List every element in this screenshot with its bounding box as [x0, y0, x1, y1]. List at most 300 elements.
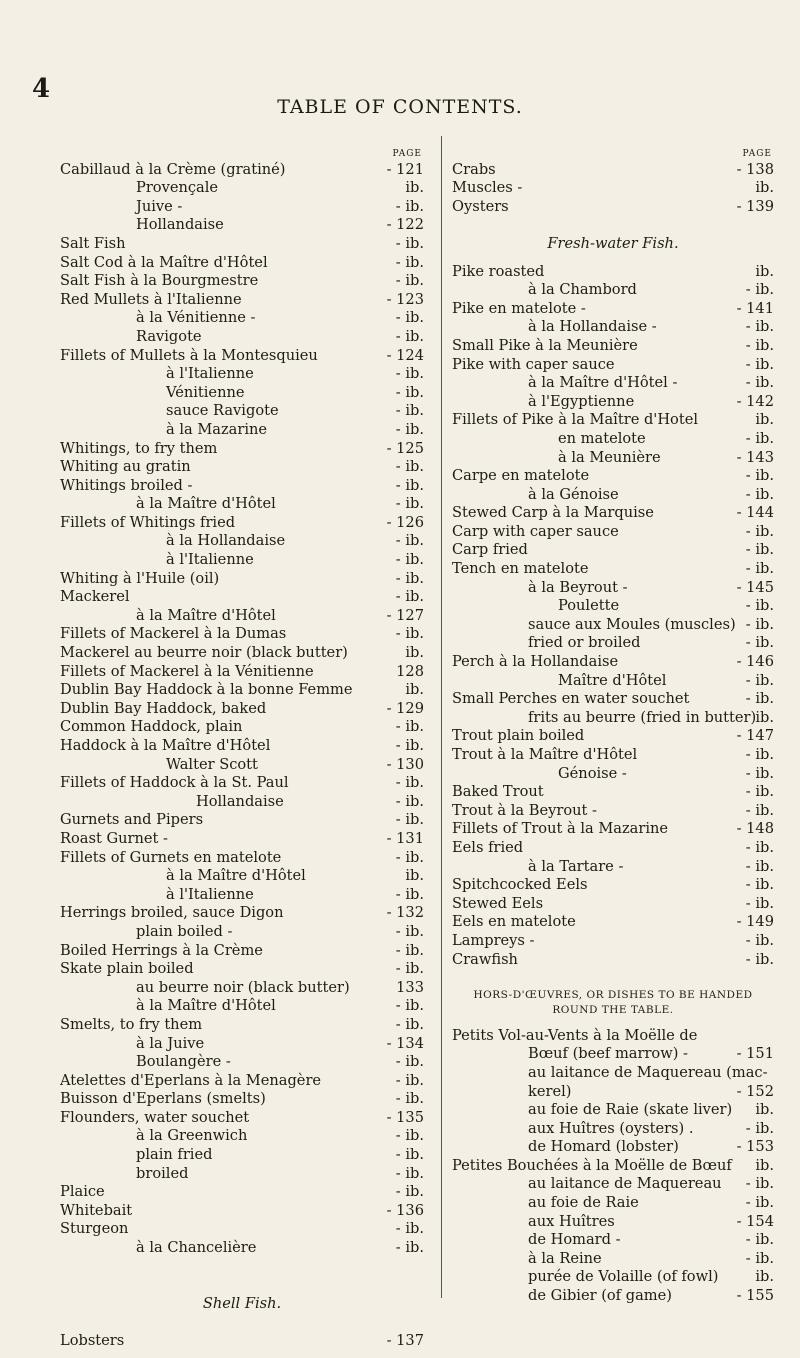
entry-title: à l'Italienne [166, 885, 254, 903]
entry-title: Oysters [452, 197, 509, 215]
toc-entry [452, 579, 774, 598]
entry-page: ib. [755, 1268, 774, 1286]
entry-page: - ib. [395, 197, 424, 215]
entry-title: Eels fried [452, 838, 524, 856]
entry-page: - ib. [745, 1249, 774, 1267]
entry-title: à la Hollandaise - [528, 318, 657, 336]
entry-page: - 122 [386, 216, 424, 234]
toc-entry [452, 1120, 774, 1139]
entry-page: ib. [755, 1156, 774, 1174]
entry-title: Skate plain boiled [60, 960, 194, 978]
toc-entry [452, 430, 774, 449]
right-page-label-row [452, 142, 774, 161]
toc-entry [60, 607, 424, 626]
toc-entry [452, 467, 774, 486]
entry-title: à la Meunière [558, 448, 661, 466]
entry-page: - ib. [745, 281, 774, 299]
toc-entry [452, 161, 774, 180]
toc-entry [60, 179, 424, 198]
toc-entry [452, 1175, 774, 1194]
toc-entry [452, 1027, 774, 1046]
entry-page: - ib. [395, 625, 424, 643]
toc-entry [60, 402, 424, 421]
toc-entry [60, 849, 424, 868]
toc-entry [452, 411, 774, 430]
toc-entry [452, 560, 774, 579]
toc-entry [60, 1090, 424, 1109]
entry-title: Whitings, to fry them [60, 439, 218, 457]
entry-title: Whiting à l'Huile (oil) [60, 569, 220, 587]
toc-entry [452, 709, 774, 728]
entry-title: Boulangère - [136, 1053, 231, 1071]
toc-entry [452, 1101, 774, 1120]
toc-entry [60, 514, 424, 533]
toc-entry [452, 672, 774, 691]
entry-title: Haddock à la Maître d'Hôtel [60, 737, 271, 754]
toc-entry [452, 858, 774, 877]
entry-title: Mackerel [60, 588, 130, 606]
entry-page: - 152 [736, 1082, 774, 1100]
hors-doeuvres-heading [452, 988, 774, 1018]
entry-title: Dublin Bay Haddock, baked [60, 699, 267, 717]
toc-entry [60, 756, 424, 775]
entry-title: Fillets of Trout à la Mazarine [452, 820, 669, 838]
toc-entry [452, 653, 774, 672]
entry-page: ib. [755, 262, 774, 280]
entry-page: - ib. [745, 746, 774, 763]
entry-title: Trout à la Maître d'Hôtel [452, 746, 638, 763]
entry-page: ib. [405, 867, 424, 885]
entry-title: Atelettes d'Eperlans à la Menagère [60, 1071, 322, 1089]
entry-page: - ib. [395, 960, 424, 978]
entry-page: - ib. [395, 588, 424, 606]
toc-entry [60, 1109, 424, 1128]
entry-title: à la Maître d'Hôtel - [528, 374, 678, 392]
entry-title: Tench en matelote [452, 560, 589, 578]
entry-title: Juive - [136, 197, 183, 215]
entry-page: - ib. [395, 327, 424, 345]
entry-page: - 154 [736, 1212, 774, 1230]
toc-entry [60, 811, 424, 830]
entry-page: - ib. [745, 634, 774, 652]
entry-title: Spitchcocked Eels [452, 876, 588, 894]
fresh-water-entries [452, 263, 774, 970]
entry-title: Dublin Bay Haddock à la bonne Femme [60, 681, 353, 699]
hors-doeuvres-entries [452, 1027, 774, 1306]
entry-page: - ib. [395, 885, 424, 903]
entry-title: à la Maître d'Hôtel [136, 495, 276, 513]
toc-entry [452, 876, 774, 895]
entry-title: Roast Gurnet - [60, 829, 168, 847]
entry-title: Salt Cod à la Maître d'Hôtel [60, 253, 268, 271]
entry-page: - 151 [736, 1045, 774, 1063]
toc-entry [60, 1332, 424, 1351]
entry-title: broiled [136, 1164, 189, 1182]
entry-page: - 142 [736, 392, 774, 410]
toc-entry [60, 384, 424, 403]
entry-page: - ib. [395, 458, 424, 476]
entry-page: - ib. [745, 950, 774, 968]
toc-entry [452, 765, 774, 784]
entry-page: - 148 [736, 820, 774, 838]
entry-title: Fillets of Mackerel à la Vénitienne [60, 662, 314, 680]
entry-page: - ib. [395, 272, 424, 290]
entry-title: Small Perches en water souchet [452, 690, 690, 708]
entry-title: Gurnets and Pipers [60, 811, 204, 829]
entry-page: - 125 [386, 439, 424, 457]
toc-entry [452, 839, 774, 858]
entry-page: - ib. [395, 1090, 424, 1108]
entry-title: Boiled Herrings à la Crème [60, 941, 263, 959]
entry-title: à la Juive [136, 1034, 205, 1052]
entry-page: ib. [755, 1101, 774, 1119]
toc-entry [452, 1083, 774, 1102]
entry-page: - ib. [395, 532, 424, 550]
entry-title: fried or broiled [528, 634, 641, 652]
entry-page: - 146 [736, 653, 774, 671]
entry-title: à la Chambord [528, 281, 637, 299]
entry-title: à la Vénitienne - [136, 309, 256, 327]
toc-entry [452, 263, 774, 282]
shell-entries [60, 1332, 424, 1351]
entry-page: - ib. [395, 848, 424, 866]
entry-page: - ib. [395, 792, 424, 810]
entry-page: - ib. [395, 737, 424, 754]
entry-title: Herrings broiled, sauce Digon [60, 904, 284, 922]
shell-fish-heading: Shell Fish. [202, 1294, 282, 1312]
entry-title: à la Maître d'Hôtel [136, 606, 276, 624]
toc-entry [452, 523, 774, 542]
toc-entry [60, 440, 424, 459]
entry-title: plain boiled - [136, 922, 233, 940]
entry-title: à la Maître d'Hôtel [166, 867, 306, 885]
entry-page: ib. [755, 708, 774, 726]
right-column [452, 142, 774, 1306]
entry-title: Trout plain boiled [452, 727, 585, 745]
entry-page: - 123 [386, 290, 424, 308]
toc-entry [60, 421, 424, 440]
entry-title: purée de Volaille (of fowl) [528, 1268, 719, 1286]
toc-entry [452, 318, 774, 337]
entry-title: Muscles - [452, 179, 523, 197]
toc-entry [452, 1045, 774, 1064]
entry-title: au foie de Raie [528, 1194, 639, 1212]
toc-entry [60, 570, 424, 589]
entry-page: - ib. [745, 615, 774, 633]
entry-title: au beurre noir (black butter) [136, 978, 350, 996]
entry-page: - ib. [395, 476, 424, 494]
entry-title: Lobsters [60, 1332, 125, 1349]
entry-page: - ib. [395, 495, 424, 513]
toc-entry [60, 663, 424, 682]
entry-page: - ib. [745, 522, 774, 540]
toc-entry [452, 1194, 774, 1213]
toc-entry [60, 532, 424, 551]
entry-page: - ib. [395, 1183, 424, 1201]
entry-page: - 149 [736, 913, 774, 931]
toc-entry [60, 1127, 424, 1146]
entry-page: - ib. [395, 774, 424, 792]
toc-entry [452, 802, 774, 821]
entry-page: - ib. [395, 1015, 424, 1033]
entry-title: au laitance de Maquereau [528, 1175, 722, 1193]
entry-page: - 138 [736, 160, 774, 178]
entry-title: Hollandaise [136, 216, 224, 234]
entry-title: Carp with caper sauce [452, 522, 619, 540]
toc-entry [452, 504, 774, 523]
entry-page: - 144 [736, 504, 774, 522]
entry-title: Petites Bouchées à la Moëlle de Bœuf [452, 1156, 732, 1174]
entry-page: - ib. [395, 1146, 424, 1164]
entry-page: - ib. [395, 1164, 424, 1182]
toc-entry [60, 718, 424, 737]
entry-title: Whitebait [60, 1201, 133, 1219]
entry-page: - 139 [736, 197, 774, 215]
toc-entry [452, 1287, 774, 1306]
entry-title: Lampreys - [452, 931, 535, 949]
entry-title: frits au beurre (fried in butter) [528, 708, 757, 726]
entry-page: - ib. [745, 894, 774, 912]
entry-title: Ravigote [136, 327, 202, 345]
toc-entry [60, 960, 424, 979]
entry-title: Salt Fish à la Bourgmestre [60, 272, 259, 290]
toc-entry [60, 1035, 424, 1054]
entry-page: ib. [405, 179, 424, 197]
toc-entry [452, 727, 774, 746]
toc-entry [452, 1213, 774, 1232]
entry-title: Crabs [452, 160, 496, 178]
toc-entry [60, 272, 424, 291]
toc-entry [60, 216, 424, 235]
entry-page: - 135 [386, 1108, 424, 1126]
entry-title: à la Hollandaise [166, 532, 286, 550]
entry-page: - ib. [745, 1231, 774, 1249]
entry-title: Petits Vol-au-Vents à la Moëlle de [452, 1026, 698, 1044]
entry-title: Buisson d'Eperlans (smelts) [60, 1090, 266, 1108]
toc-entry [60, 979, 424, 998]
toc-entry [452, 300, 774, 319]
toc-entry [452, 1250, 774, 1269]
entry-title: Stewed Carp à la Marquise [452, 504, 654, 522]
entry-title: aux Huîtres [528, 1212, 615, 1230]
entry-page: - ib. [745, 355, 774, 373]
toc-entry [60, 235, 424, 254]
toc-entry [60, 328, 424, 347]
entry-page: - 121 [386, 160, 424, 178]
entry-page: - ib. [395, 383, 424, 401]
entry-title: Carp fried [452, 541, 528, 559]
entry-title: kerel) [528, 1082, 572, 1100]
entry-page: - 155 [736, 1287, 774, 1305]
entry-title: en matelote [558, 429, 646, 447]
toc-entry [60, 365, 424, 384]
entry-title: Fillets of Mullets à la Montesquieu [60, 346, 318, 364]
entry-title: Smelts, to fry them [60, 1015, 203, 1033]
entry-page: - ib. [395, 922, 424, 940]
entry-page: - ib. [745, 931, 774, 949]
toc-entry [60, 161, 424, 180]
page-header: TABLE OF CONTENTS. [277, 96, 523, 118]
entry-title: sauce Ravigote [166, 402, 279, 420]
toc-entry [60, 1165, 424, 1184]
entry-page: - 124 [386, 346, 424, 364]
entry-title: Plaice [60, 1183, 105, 1201]
entry-title: à la Tartare - [528, 857, 624, 875]
toc-entry [60, 1016, 424, 1035]
entry-title: Fillets of Whitings fried [60, 513, 236, 531]
entry-page: - ib. [745, 801, 774, 819]
entry-page: - ib. [395, 718, 424, 736]
entry-page: - 132 [386, 904, 424, 922]
toc-entry [60, 942, 424, 961]
entry-title: Vénitienne [166, 383, 245, 401]
entry-title: Cabillaud à la Crème (gratiné) [60, 160, 286, 178]
entry-title: Hollandaise [196, 792, 284, 810]
entry-page: - ib. [395, 997, 424, 1015]
column-divider [441, 136, 442, 1298]
entry-title: à l'Egyptienne [528, 392, 635, 410]
entry-page: - 141 [736, 299, 774, 317]
toc-entry [60, 737, 424, 756]
toc-entry [452, 374, 774, 393]
entry-page: - 153 [736, 1138, 774, 1156]
entry-page: ib. [405, 681, 424, 699]
entry-title: Whitings broiled - [60, 476, 193, 494]
right-page-label: PAGE [742, 149, 772, 159]
toc-entry [60, 1202, 424, 1221]
toc-entry [452, 1064, 774, 1083]
entry-title: Sturgeon [60, 1220, 129, 1238]
entry-title: au laitance de Maquereau (mac- [528, 1063, 768, 1081]
toc-entry [60, 681, 424, 700]
entry-title: à la Reine [528, 1249, 602, 1267]
left-page-label: PAGE [392, 149, 422, 159]
toc-entry [452, 179, 774, 198]
entry-page: - 147 [736, 727, 774, 745]
toc-entry [452, 449, 774, 468]
toc-entry [60, 1220, 424, 1239]
entry-page: - ib. [395, 420, 424, 438]
entry-title: Baked Trout [452, 783, 544, 801]
toc-entry [60, 923, 424, 942]
entry-page: - ib. [395, 551, 424, 569]
entry-page: - ib. [395, 1071, 424, 1089]
entry-page: - ib. [395, 365, 424, 383]
entry-title: plain fried [136, 1146, 213, 1164]
entry-page: - 130 [386, 755, 424, 773]
entry-title: Pike roasted [452, 262, 545, 280]
entry-page: - ib. [395, 569, 424, 587]
entry-title: Fillets of Haddock à la St. Paul [60, 774, 289, 792]
entry-title: Whiting au gratin [60, 458, 191, 476]
entry-page: - ib. [395, 309, 424, 327]
entry-title: Stewed Eels [452, 894, 544, 912]
toc-entry [452, 932, 774, 951]
entry-title: Eels en matelote [452, 913, 576, 931]
entry-page: - ib. [745, 374, 774, 392]
toc-entry [452, 616, 774, 635]
toc-entry [60, 1053, 424, 1072]
entry-title: à la Greenwich [136, 1127, 248, 1145]
entry-page: - 143 [736, 448, 774, 466]
toc-entry [60, 904, 424, 923]
entry-page: - ib. [745, 597, 774, 615]
toc-entry [452, 634, 774, 653]
entry-page: - ib. [745, 1119, 774, 1137]
entry-page: - ib. [395, 402, 424, 420]
left-page-label-row [60, 142, 424, 161]
entry-title: Provençale [136, 179, 219, 197]
entry-title: Salt Fish [60, 234, 126, 252]
entry-page: - ib. [745, 764, 774, 782]
toc-entry [60, 997, 424, 1016]
entry-title: Fillets of Pike à la Maître d'Hotel [452, 411, 698, 429]
toc-entry [452, 783, 774, 802]
toc-entry [452, 393, 774, 412]
entry-page: - ib. [395, 941, 424, 959]
entry-title: Walter Scott [166, 755, 258, 773]
toc-entry [60, 198, 424, 217]
toc-entry [452, 198, 774, 217]
entry-page: - ib. [745, 876, 774, 894]
entry-title: Génoise - [558, 764, 627, 782]
entry-title: à l'Italienne [166, 551, 254, 569]
fresh-water-heading: Fresh-water Fish. [547, 234, 679, 252]
entry-page: - ib. [745, 1175, 774, 1193]
toc-entry [60, 700, 424, 719]
entry-title: aux Huîtres (oysters) . [528, 1119, 694, 1137]
entry-title: Small Pike à la Meunière [452, 336, 638, 354]
entry-page: - ib. [745, 857, 774, 875]
entry-title: à l'Italienne [166, 365, 254, 383]
toc-entry [60, 347, 424, 366]
entry-title: à la Génoise [528, 485, 619, 503]
entry-title: Fillets of Gurnets en matelote [60, 848, 282, 866]
entry-page: - 136 [386, 1201, 424, 1219]
entry-page: - ib. [745, 336, 774, 354]
left-column [60, 142, 424, 1351]
toc-entry [452, 486, 774, 505]
entry-title: à la Mazarine [166, 420, 268, 438]
toc-entry [452, 337, 774, 356]
toc-entry [452, 1138, 774, 1157]
entry-title: Carpe en matelote [452, 467, 590, 485]
toc-entry [60, 1072, 424, 1091]
entry-page: - ib. [745, 318, 774, 336]
entry-page: - ib. [745, 671, 774, 689]
entry-page: - ib. [395, 234, 424, 252]
toc-entry [60, 458, 424, 477]
toc-entry [60, 551, 424, 570]
entry-title: Crawfish [452, 950, 518, 968]
entry-title: Pike with caper sauce [452, 355, 615, 373]
right-top-entries [452, 161, 774, 217]
toc-entry [452, 820, 774, 839]
entry-page: 128 [396, 662, 424, 680]
toc-entry [60, 1183, 424, 1202]
entry-page: - 131 [386, 829, 424, 847]
entry-title: Red Mullets à l'Italienne [60, 290, 242, 308]
toc-entry [452, 281, 774, 300]
entry-title: de Homard (lobster) [528, 1138, 679, 1156]
entry-page: 133 [396, 978, 424, 996]
toc-entry [60, 793, 424, 812]
toc-entry [60, 1239, 424, 1258]
toc-entry [60, 830, 424, 849]
toc-entry [452, 1157, 774, 1176]
entry-title: au foie de Raie (skate liver) [528, 1101, 733, 1119]
left-entries [60, 161, 424, 1258]
